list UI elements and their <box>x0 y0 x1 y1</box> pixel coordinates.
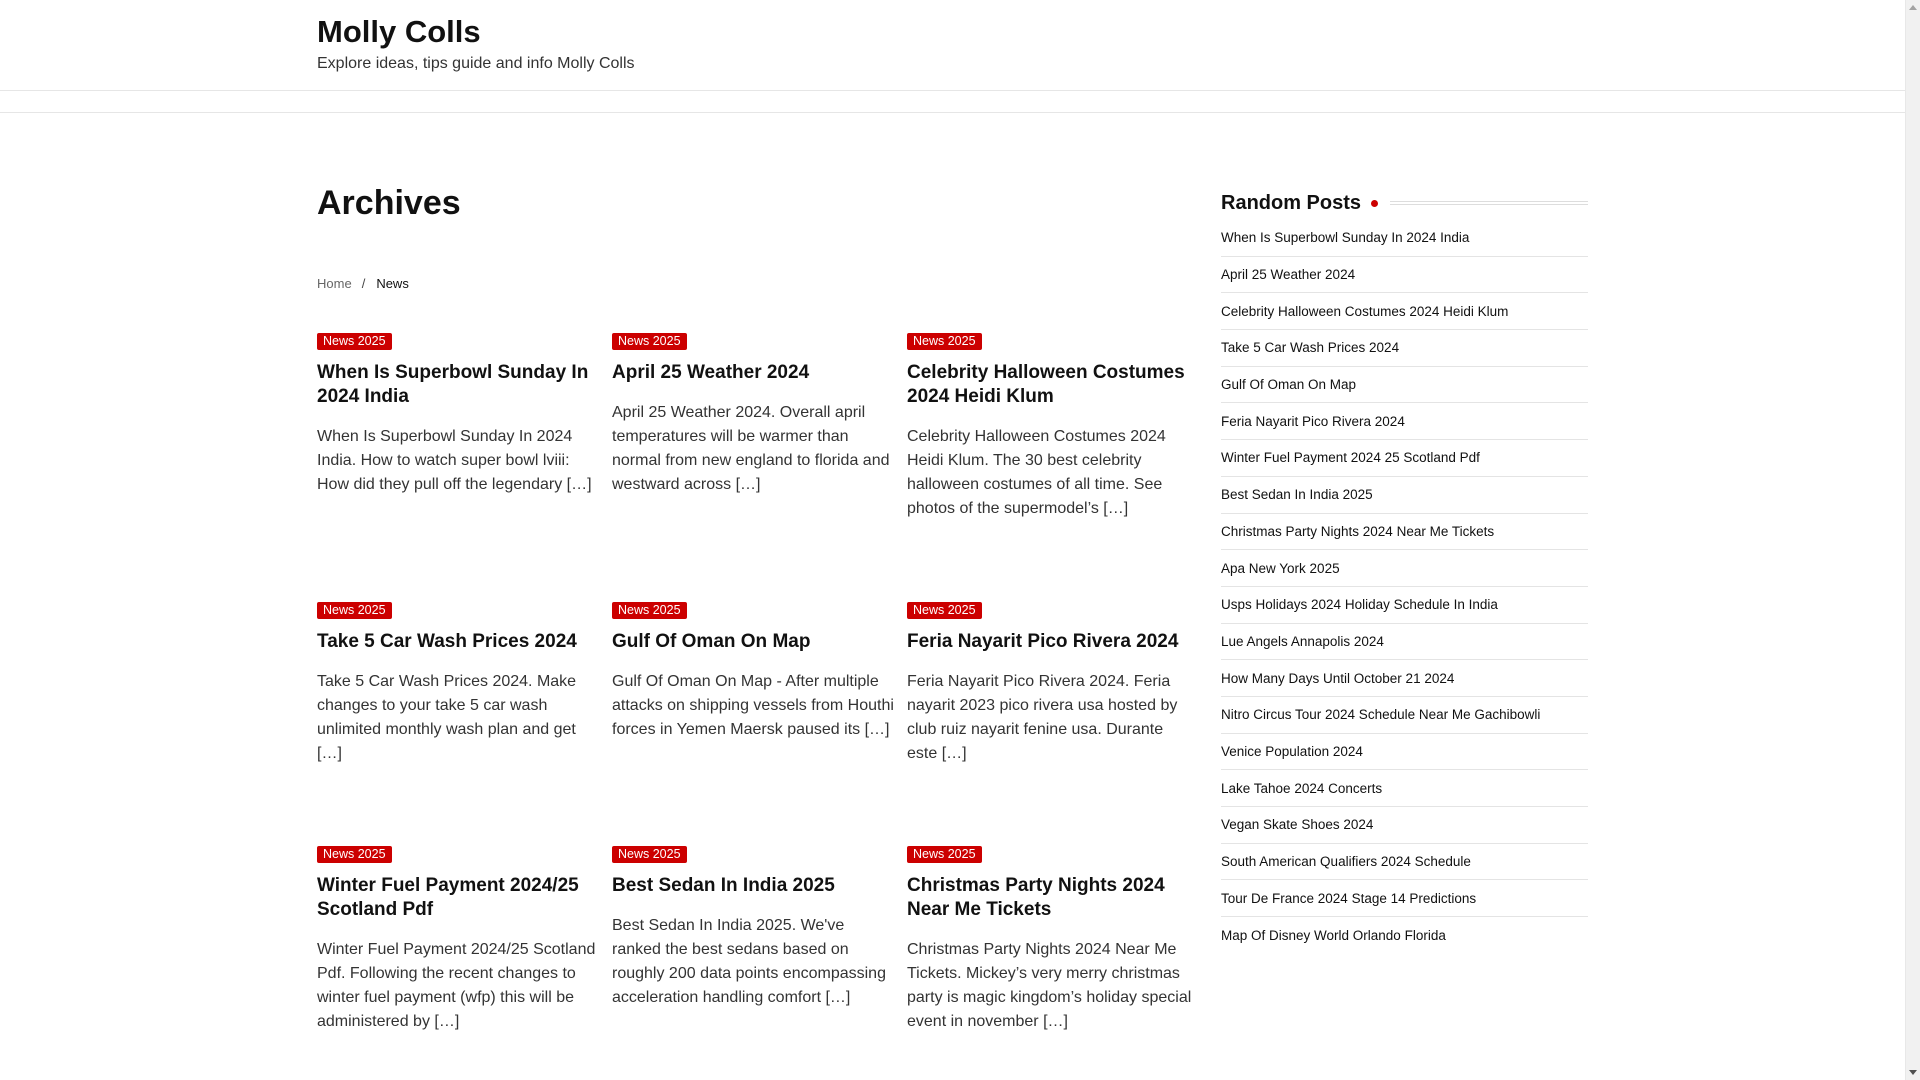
post-card <box>612 332 897 497</box>
post-card <box>907 332 1192 521</box>
random-post-link[interactable]: Winter Fuel Payment 2024 25 Scotland Pdf <box>1221 450 1480 466</box>
random-posts-list <box>1221 220 1588 954</box>
scroll-down-arrow-icon[interactable] <box>1909 1070 1917 1075</box>
widget-title-rule <box>1390 201 1588 205</box>
random-post-link[interactable]: Lake Tahoe 2024 Concerts <box>1221 780 1383 796</box>
breadcrumb-home[interactable]: Home <box>317 276 352 291</box>
post-card <box>317 845 602 1034</box>
vertical-scrollbar[interactable] <box>1905 0 1920 1080</box>
list-item <box>1221 844 1588 881</box>
list-item <box>1221 770 1588 807</box>
list-item <box>1221 660 1588 697</box>
list-item <box>1221 550 1588 587</box>
list-item <box>1221 734 1588 771</box>
breadcrumb <box>317 276 409 291</box>
category-badge[interactable]: News 2025 <box>317 846 392 863</box>
list-item <box>1221 330 1588 367</box>
list-item <box>1221 293 1588 330</box>
random-post-link[interactable]: South American Qualifiers 2024 Schedule <box>1221 854 1471 870</box>
list-item <box>1221 880 1588 917</box>
widget-title: Random Posts <box>1221 191 1362 214</box>
post-card <box>907 845 1192 1034</box>
random-post-link[interactable]: Nitro Circus Tour 2024 Schedule Near Me Gachibowli <box>1221 707 1541 723</box>
site-title[interactable]: Molly Colls <box>317 14 481 49</box>
nav-divider <box>0 112 1905 113</box>
post-card <box>907 601 1192 766</box>
widget-header <box>1221 190 1588 216</box>
random-post-link[interactable]: Venice Population 2024 <box>1221 743 1363 759</box>
list-item <box>1221 220 1588 257</box>
random-post-link[interactable]: Celebrity Halloween Costumes 2024 Heidi Klum <box>1221 303 1509 319</box>
random-post-link[interactable]: Apa New York 2025 <box>1221 560 1340 576</box>
category-badge[interactable]: News 2025 <box>612 846 687 863</box>
random-post-link[interactable]: Take 5 Car Wash Prices 2024 <box>1221 340 1400 356</box>
post-excerpt: Best Sedan In India 2025. We've ranked the best sedans based on roughly 200 data points encompassing acceleration handling comfort […] <box>612 917 886 1006</box>
random-post-link[interactable]: Lue Angels Annapolis 2024 <box>1221 633 1384 649</box>
category-badge[interactable]: News 2025 <box>612 333 687 350</box>
category-badge[interactable]: News 2025 <box>317 333 392 350</box>
category-badge[interactable]: News 2025 <box>317 602 392 619</box>
random-post-link[interactable]: Usps Holidays 2024 Holiday Schedule In India <box>1221 597 1498 613</box>
post-excerpt: Christmas Party Nights 2024 Near Me Tickets. Mickey’s very merry christmas party is magic kingdom’s holiday special event in november […] <box>907 941 1192 1030</box>
post-excerpt: When Is Superbowl Sunday In 2024 India. How to watch super bowl lviii: How did they pull off the legendary […] <box>317 428 592 493</box>
post-title-link[interactable]: Gulf Of Oman On Map <box>612 631 811 652</box>
random-posts-widget <box>1221 190 1588 954</box>
random-post-link[interactable]: Map Of Disney World Orlando Florida <box>1221 927 1446 943</box>
breadcrumb-current: News <box>376 276 409 291</box>
list-item <box>1221 257 1588 294</box>
random-post-link[interactable]: Tour De France 2024 Stage 14 Predictions <box>1221 890 1477 906</box>
post-card <box>317 601 602 766</box>
post-excerpt: April 25 Weather 2024. Overall april temperatures will be warmer than normal from new england to florida and westward across […] <box>612 404 890 493</box>
post-title-link[interactable]: April 25 Weather 2024 <box>612 362 810 383</box>
post-title-link[interactable]: Feria Nayarit Pico Rivera 2024 <box>907 631 1179 652</box>
breadcrumb-separator: / <box>361 276 366 291</box>
list-item <box>1221 917 1588 954</box>
post-excerpt: Winter Fuel Payment 2024/25 Scotland Pdf. Following the recent changes to winter fuel payment (wfp) this will be administered by […] <box>317 941 596 1030</box>
list-item <box>1221 403 1588 440</box>
post-title-link[interactable]: Best Sedan In India 2025 <box>612 875 835 896</box>
post-excerpt: Gulf Of Oman On Map - After multiple attacks on shipping vessels from Houthi forces in Yemen Maersk paused its […] <box>612 673 894 738</box>
category-badge[interactable]: News 2025 <box>907 333 982 350</box>
post-card <box>612 601 897 742</box>
post-excerpt: Take 5 Car Wash Prices 2024. Make changes to your take 5 car wash unlimited monthly wash plan and get […] <box>317 673 577 762</box>
page-title: Archives <box>317 184 461 222</box>
random-post-link[interactable]: Vegan Skate Shoes 2024 <box>1221 817 1374 833</box>
list-item <box>1221 624 1588 661</box>
list-item <box>1221 440 1588 477</box>
post-title-link[interactable]: Celebrity Halloween Costumes 2024 Heidi Klum <box>907 362 1185 407</box>
random-post-link[interactable]: Feria Nayarit Pico Rivera 2024 <box>1221 413 1405 429</box>
post-title-link[interactable]: Take 5 Car Wash Prices 2024 <box>317 631 577 652</box>
list-item <box>1221 807 1588 844</box>
scroll-up-arrow-icon[interactable] <box>1909 5 1917 10</box>
list-item <box>1221 514 1588 551</box>
random-post-link[interactable]: Best Sedan In India 2025 <box>1221 487 1373 503</box>
category-badge[interactable]: News 2025 <box>907 846 982 863</box>
random-post-link[interactable]: When Is Superbowl Sunday In 2024 India <box>1221 230 1470 246</box>
post-title-link[interactable]: Winter Fuel Payment 2024/25 Scotland Pdf <box>317 875 579 920</box>
post-title-link[interactable]: Christmas Party Nights 2024 Near Me Tickets <box>907 875 1165 920</box>
post-card <box>612 845 897 1010</box>
category-badge[interactable]: News 2025 <box>907 602 982 619</box>
random-post-link[interactable]: April 25 Weather 2024 <box>1221 267 1356 283</box>
random-post-link[interactable]: Christmas Party Nights 2024 Near Me Tickets <box>1221 523 1495 539</box>
category-badge[interactable]: News 2025 <box>612 602 687 619</box>
site-description: Explore ideas, tips guide and info Molly Colls <box>317 55 635 72</box>
post-excerpt: Feria Nayarit Pico Rivera 2024. Feria nayarit 2023 pico rivera usa hosted by club ruiz nayarit fenine usa. Durante este […] <box>907 673 1178 762</box>
list-item <box>1221 477 1588 514</box>
post-card <box>317 332 602 497</box>
random-post-link[interactable]: How Many Days Until October 21 2024 <box>1221 670 1455 686</box>
header-divider <box>0 90 1905 91</box>
list-item <box>1221 587 1588 624</box>
list-item <box>1221 367 1588 404</box>
dot-icon <box>1371 200 1378 207</box>
post-excerpt: Celebrity Halloween Costumes 2024 Heidi Klum. The 30 best celebrity halloween costumes of all time. See photos of the supermodel’s […] <box>907 428 1166 517</box>
post-title-link[interactable]: When Is Superbowl Sunday In 2024 India <box>317 362 589 407</box>
site-header <box>0 0 1905 92</box>
list-item <box>1221 697 1588 734</box>
random-post-link[interactable]: Gulf Of Oman On Map <box>1221 377 1357 393</box>
